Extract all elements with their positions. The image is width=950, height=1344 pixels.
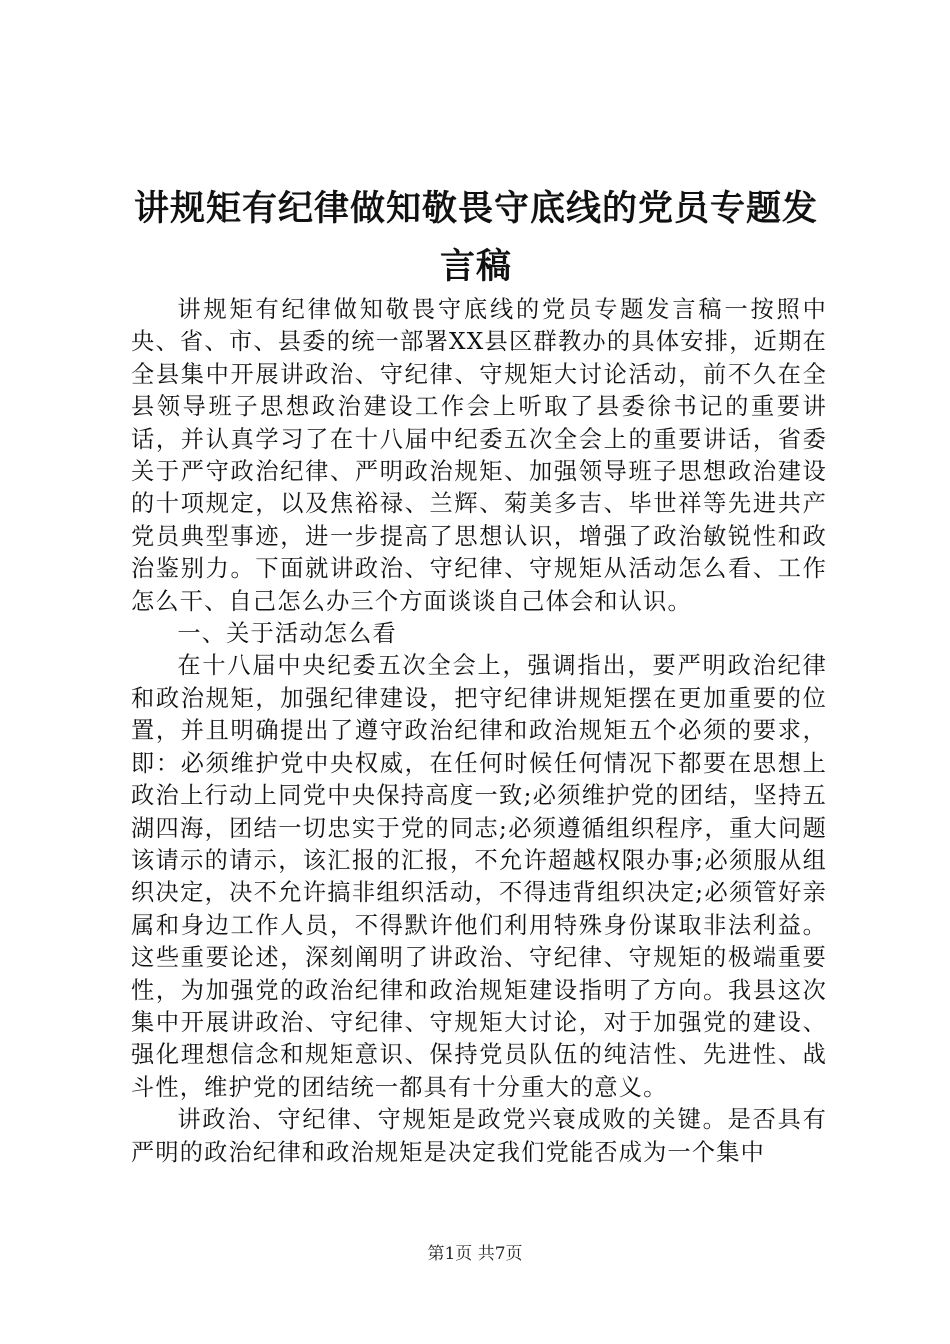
page-footer: 第1页 共7页 [427, 1244, 523, 1264]
paragraph-section-one: 在十八届中央纪委五次全会上，强调指出，要严明政治纪律和政治规矩，加强纪律建设，把守纪律讲规矩摆在更加重要的位置，并且明确提出了遵守政治纪律和政治规矩五个必须的要求，即：必须维护党中央权威，在任何时候任何情况下都要在思想上政治上行动上同党中央保持高度一致;必须维护党的团结，坚持五湖四海，团结一切忠实于党的同志;必须遵循组织程序，重大问题该请示的请示，该汇报的汇报，不允许超越权限办事;必须服从组织决定，决不允许搞非组织活动，不得违背组织决定;必须管好亲属和身边工作人员，不得默许他们利用特殊身份谋取非法利益。这些重要论述，深刻阐明了讲政治、守纪律、守规矩的极端重要性，为加强党的政治纪律和政治规矩建设指明了方向。我县这次集中开展讲政治、守纪律、守规矩大讨论，对于加强党的建设、强化理想信念和规矩意识、保持党员队伍的纯洁性、先进性、战斗性，维护党的团结统一都具有十分重大的意义。 [131, 652, 827, 1101]
paragraph-intro: 讲规矩有纪律做知敬畏守底线的党员专题发言稿一按照中央、省、市、县委的统一部署XX县区群教办的具体安排，近期在全县集中开展讲政治、守纪律、守规矩大讨论活动，前不久在全县领导班子思想政治建设工作会上听取了县委徐书记的重要讲话，并认真学习了在十八届中纪委五次全会上的重要讲话，省委关于严守政治纪律、严明政治规矩、加强领导班子思想政治建设的十项规定，以及焦裕禄、兰辉、菊美多吉、毕世祥等先进共产党员典型事迹，进一步提高了思想认识，增强了政治敏锐性和政治鉴别力。下面就讲政治、守纪律、守规矩从活动怎么看、工作怎么干、自己怎么办三个方面谈谈自己体会和认识。 [131, 296, 827, 615]
document-body [131, 294, 827, 1169]
document-title: 讲规矩有纪律做知敬畏守底线的党员专题发言稿 [133, 188, 818, 287]
section-heading: 一、关于活动怎么看 [177, 620, 397, 648]
paragraph-continued: 讲政治、守纪律、守规矩是政党兴衰成败的关键。是否具有严明的政治纪律和政治规矩是决定我们党能否成为一个集中 [131, 1106, 827, 1166]
